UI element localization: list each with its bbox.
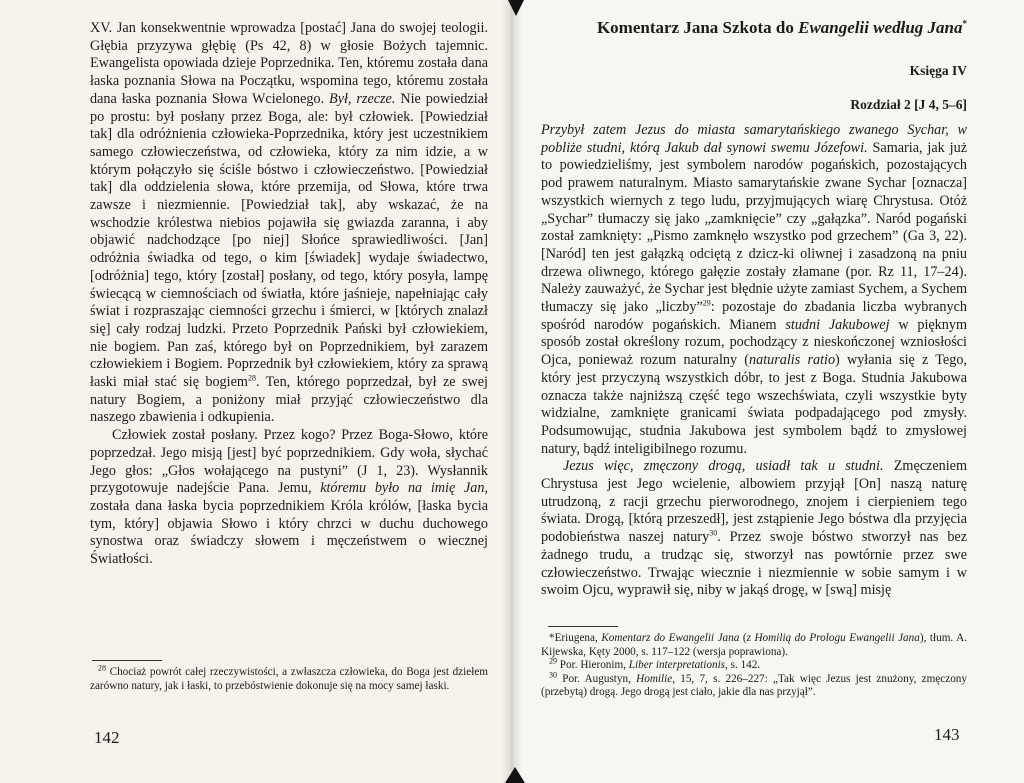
right-page (512, 0, 1024, 783)
book-gutter (502, 0, 522, 783)
top-edge-marker (508, 0, 524, 16)
footnote-reference: 29 (549, 656, 557, 666)
italic-text: Liber interpretationis (628, 659, 726, 672)
running-heading (541, 18, 967, 38)
text-run: ) wyłania się z Tego, który jest przyczyną wszystkich dóbr, to jest z Boga. Studnia Jakubowa oznacza także najniższą część tego wszechświata, czyli wszystkie byty widzialne, zamknięte granicami świata podpadającego pod zmysły. Podsumowując, studnia Jakubowa jest symbolem bądź to zmysłowej natury, bądź inteligibilnego rozumu. (541, 352, 967, 457)
footnote-reference: 30 (709, 528, 718, 538)
paragraph (90, 20, 488, 427)
text-run: , 15, 7, s. 226–227: „Tak więc Jezus jest znużony, zmęczony (przebytą) drogą. Jego drogą jest ciało, jakie dla nas przyjął”. (541, 672, 967, 699)
text-run: XV. Jan konsekwentnie wprowadza [postać] Jana do swojej teologii. Głębia przyzywa głębię (Ps 42, 8) w głosie Bożych tajemnic. Ewangelista opowiada dzieje Poprzednika. Ten, któremu została dana łaska poznania Słowa na Początku, wspomina tego, któremu została dana łaska poznania Słowa Wcielonego. (90, 20, 488, 107)
text-run: Samaria, jak już to powiedzieliśmy, jest symbolem narodów pogańskich, pozostających pod prawem naturalnym. Miasto samarytańskie zwane Sychar [oznacza] wszystkich wiernych z tego ludu, przyjmujących wiarę Chrystusa. Otóż „Sychar” tłumaczy się jako „zamknięcie” czy „gałązka”. Naród pogański został zamknięty: „Pismo zamknęło wszystko pod grzechem” (Ga 3, 22). [Naród] ten jest gałązką odciętą z dzicz-ki oliwnej i zasadzoną na pniu drzewa oliwnego, którego gałęzie zostały złamane (por. Rz 11, 17–24). Należy zauważyć, że Sychar jest błędnie użyte zamiast Sychem, a Sychem tłumaczy się jako „liczby” (541, 139, 967, 316)
text-run: . Ten, którego poprzedzał, był ze swej natury Bogiem, a poniżony miał przyjąć człowieczeństwo dla naszego zbawienia i odkupienia. (90, 374, 489, 426)
paragraph (90, 427, 488, 569)
paragraph (541, 122, 967, 458)
footnote-reference: 29 (702, 298, 711, 308)
heading-main: Komentarz Jana Szkota do (596, 18, 799, 37)
text-run: : pozostaje do zbadania liczba wybranych spośród narodów pogańskich. Mianem (541, 299, 967, 333)
text-run: Nie powiedział po prostu: był posłany przez Boga, ale: był człowiek. [Powiedział tak] dla odróżnienia człowieka-Poprzednika, który jest uczestnikiem samego człowieczeństwa, od człowieka, który za nim idzie, a w którym połączyło się ściśle bóstwo i człowieczeństwo. [Powiedział tak] dla oddzielenia słowa, które przemija, od Słowa, które trwa zawsze i niezmiennie. [Powiedział tak], aby wskazać, że na wschodzie królestwa niebios pojawiła się gwiazda zaranna, i aby objawić nadchodzące [po niej] Słońce sprawiedliwości. [Jan] odróżnia świadka od tego, o kim [świadek] wydaje świadectwo, [odróżnia] tego, który [został] posłany, od tego, który posyła, lampę świecącą w ciemnościach od światła, które jaśnieje, napełniając cały świat i rozpraszając ciemności grzechu i śmierci, w [których znalazł się] cały rodzaj ludzki. Przeto Poprzednik Pański był człowiekiem, nie bogiem. Pan zaś, którego był on Poprzednikiem, był zarazem człowiekiem i Bogiem. Poprzednik był człowiekiem, który za sprawą łaski miał stać się bogiem (90, 90, 488, 391)
text-run: Por. Augustyn, (557, 672, 637, 685)
right-main-text (541, 122, 967, 600)
italic-text: Jezus więc, zmęczony drogą, usiadł tak u studni. (563, 458, 884, 475)
bottom-edge-marker (505, 767, 525, 783)
italic-text: Komentarz do Ewangelii Jana (601, 632, 740, 644)
text-run: . Przez swoje bóstwo stworzył nas bez żadnego trudu, a trudząc się, stworzył nas powtórnie przez swe człowieczeństwo. Trwając wiecznie i niezmiennie w sobie samym i w swoim Ojcu, wyprawił się, niby w jakąś drogę, w [swą] misję (541, 529, 968, 599)
text-run: *Eriugena, (549, 632, 602, 644)
paragraph (90, 663, 488, 693)
chapter-label: Rozdział 2 [J 4, 5–6] (850, 97, 967, 112)
italic-text: naturalis ratio (749, 352, 836, 369)
text-run: została dana łaska bycia poprzednikiem Króla królów, [łaska bycia tym, który] objawia Słowo i który chrzci w duchu duchowego synostwa oraz świadczy słowem i męczeństwem o wiecznej Światłości. (90, 497, 488, 568)
paragraph (541, 632, 967, 659)
paragraph (541, 458, 967, 600)
text-run: ( (739, 632, 747, 644)
text-run: Chociaż powrót całej rzeczywistości, a zwłaszcza człowieka, do Boga jest dziełem zarówno natury, jak i łaski, to przebóstwienie dokonuje się na mocy samej łaski. (90, 666, 488, 692)
paragraph (541, 656, 967, 673)
italic-text: Homilie (636, 672, 673, 685)
right-footnotes (541, 632, 967, 700)
text-run: ), tłum. A. Kijewska, Kęty 2000, s. 117–122 (wersja poprawiona). (541, 632, 967, 658)
heading-footnote-mark: * (962, 18, 967, 29)
left-page-number: 142 (94, 728, 120, 747)
text-run: Zmęczeniem Chrystusa jest Jego wcielenie, albowiem przyjął [On] naszą naturę utrudzoną, z racji grzechu pierworodnego, znojem i cierpieniem tego świata. Drogą, [którą przeszedł], jest zstąpienie Jego bóstwa dla przyjęcia podobieństwa naszej natury (541, 458, 968, 546)
footnote-reference: 30 (549, 670, 557, 680)
italic-text: Przybył zatem Jezus do miasta samarytańskiego zwanego Sychar, w pobliże studni, którą Jakub dał synowi swemu Józefowi. (541, 122, 967, 156)
italic-text: Był, rzecze. (329, 90, 396, 107)
italic-text: studni Jakubowej (785, 316, 890, 333)
right-footnote-rule (548, 626, 618, 627)
text-run: Por. Hieronim, (557, 659, 629, 672)
text-run: Człowiek został posłany. Przez kogo? Przez Boga-Słowo, które poprzedzał. Jego misją [jest] być poprzednikiem. Gdy woła, słychać Jego głos: „Głos wołającego na pustyni” (J 1, 23). Wysłannik przygotowuje nadejście Pana. Jemu, (90, 427, 488, 497)
italic-text: z Homilią do Prologu Ewangelii Jana (746, 632, 920, 644)
footnote-reference: 28 (247, 373, 256, 383)
left-footnotes (90, 663, 488, 693)
paragraph (541, 670, 967, 700)
heading-italic: Ewangelii według Jana (798, 18, 963, 37)
text-run: w pięknym sposób został określony rozum, pochodzący z nieskończonej wzniosłości Ojca, ponieważ rozum naturalny ( (541, 316, 967, 369)
book-label: Księga IV (909, 63, 967, 78)
text-run: , s. 142. (725, 659, 761, 672)
footnote-reference: 28 (98, 663, 106, 673)
right-page-number: 143 (934, 725, 960, 744)
left-footnote-rule (92, 660, 162, 661)
italic-text: któremu było na imię Jan, (320, 480, 488, 497)
left-main-text (90, 20, 488, 569)
